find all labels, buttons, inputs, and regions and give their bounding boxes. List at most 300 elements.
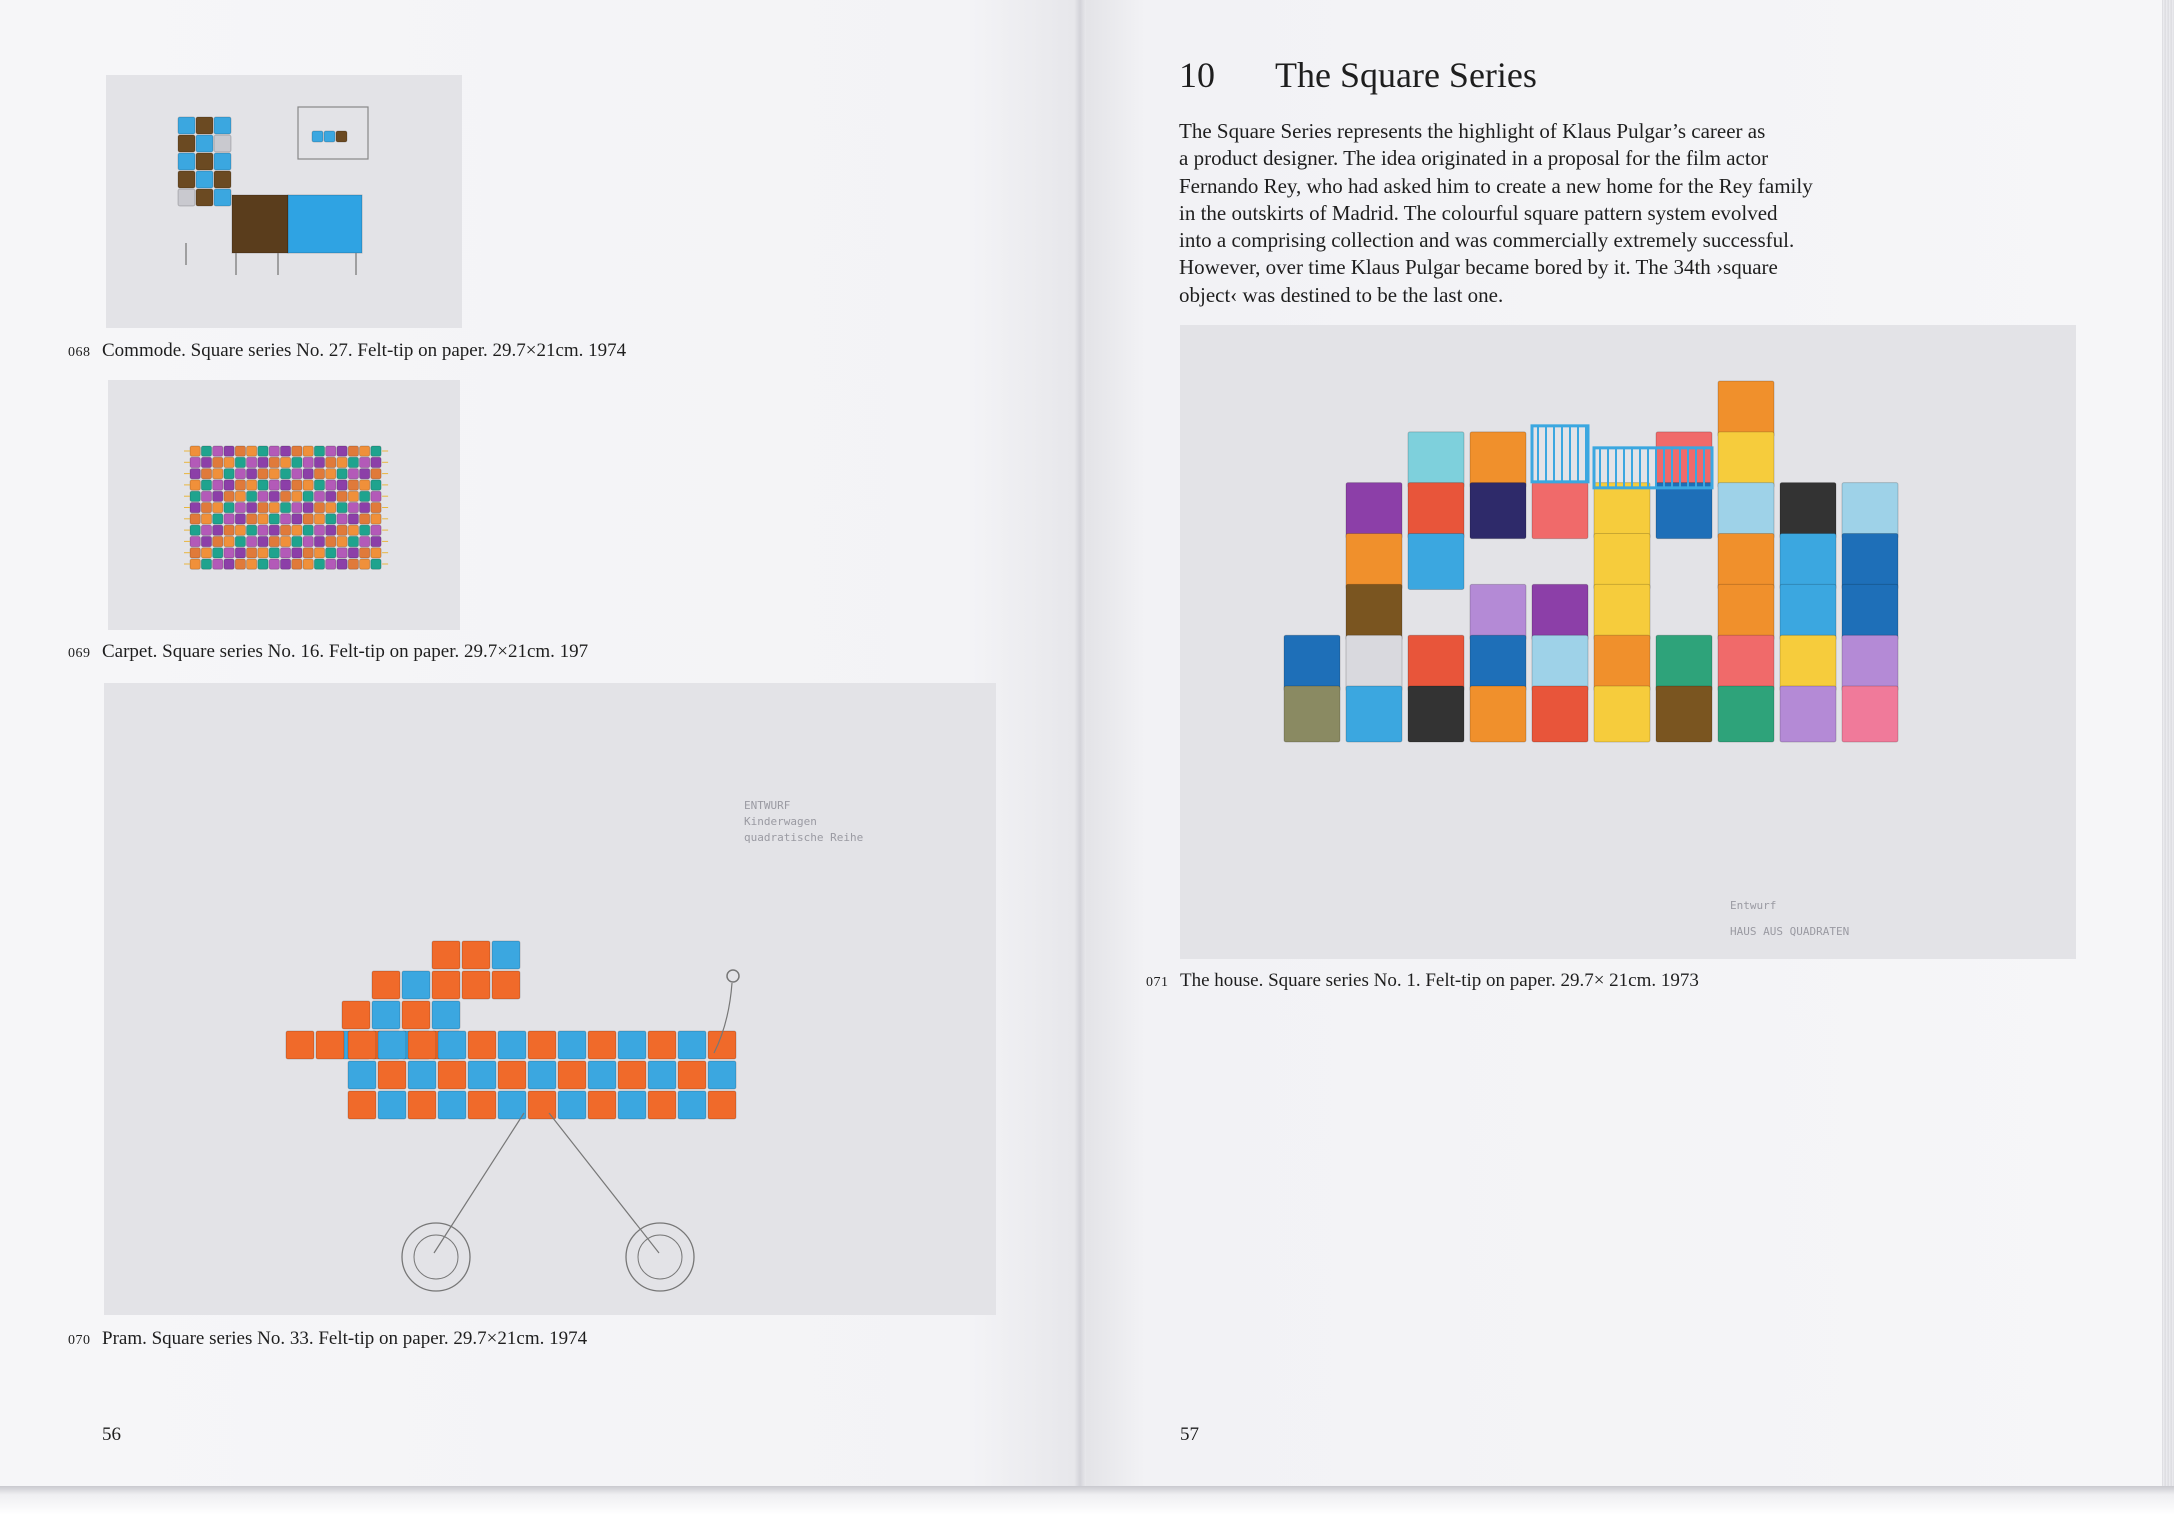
drawn-square: [1842, 584, 1898, 640]
figure-caption-068: [68, 340, 626, 362]
drawn-square: [371, 469, 381, 479]
drawn-square: [498, 1031, 526, 1059]
drawn-square: [280, 525, 290, 535]
drawn-square: [588, 1091, 616, 1119]
drawn-square: [213, 469, 223, 479]
drawn-square: [213, 503, 223, 513]
drawn-square: [348, 548, 358, 558]
drawn-square: [1346, 686, 1402, 742]
drawn-square: [214, 153, 231, 170]
drawn-square: [1842, 635, 1898, 691]
drawn-square: [269, 548, 279, 558]
drawn-square: [1656, 635, 1712, 691]
drawn-square: [432, 941, 460, 969]
drawn-square: [235, 536, 245, 546]
drawn-square: [190, 525, 200, 535]
pram-frame: [549, 1113, 659, 1253]
figure-number: 069: [68, 646, 91, 661]
drawn-square: [190, 503, 200, 513]
drawn-square: [1594, 534, 1650, 590]
drawn-square: [247, 548, 257, 558]
drawn-square: [178, 153, 195, 170]
drawn-square: [378, 1061, 406, 1089]
drawn-square: [178, 171, 195, 188]
drawn-square: [1470, 584, 1526, 640]
chapter-number: 10: [1179, 55, 1215, 95]
drawn-square: [247, 514, 257, 524]
drawn-square: [224, 469, 234, 479]
drawn-square: [258, 480, 268, 490]
house-drawing: [1180, 325, 2076, 959]
drawn-square: [247, 457, 257, 467]
drawn-square: [1656, 483, 1712, 539]
figure-caption-069: [68, 641, 588, 663]
drawn-square: [286, 1031, 314, 1059]
page-number-right: 57: [1180, 1424, 1199, 1445]
drawn-square: [1842, 686, 1898, 742]
drawn-square: [1470, 635, 1526, 691]
drawn-square: [348, 469, 358, 479]
drawn-square: [224, 525, 234, 535]
drawn-square: [269, 480, 279, 490]
drawn-square: [360, 469, 370, 479]
drawn-square: [1346, 483, 1402, 539]
drawn-square: [292, 514, 302, 524]
drawn-square: [213, 491, 223, 501]
drawn-square: [1532, 483, 1588, 539]
drawn-square: [326, 446, 336, 456]
drawn-square: [326, 514, 336, 524]
figure-caption-070: [68, 1328, 587, 1350]
drawn-square: [337, 514, 347, 524]
drawn-square: [1718, 432, 1774, 488]
drawn-square: [1780, 483, 1836, 539]
drawn-square: [201, 469, 211, 479]
drawn-square: [196, 117, 213, 134]
drawn-square: [196, 171, 213, 188]
drawn-square: [280, 514, 290, 524]
drawn-square: [360, 446, 370, 456]
drawn-square: [558, 1061, 586, 1089]
drawn-square: [280, 559, 290, 569]
drawn-square: [213, 457, 223, 467]
drawn-square: [360, 536, 370, 546]
drawn-square: [1346, 584, 1402, 640]
drawn-square: [337, 480, 347, 490]
drawn-square: [303, 491, 313, 501]
drawn-square: [292, 469, 302, 479]
pram-handle-knob: [727, 970, 739, 982]
drawn-square: [303, 548, 313, 558]
drawn-square: [326, 536, 336, 546]
drawn-square: [1594, 584, 1650, 640]
drawn-square: [1842, 534, 1898, 590]
drawn-square: [224, 480, 234, 490]
drawn-square: [303, 469, 313, 479]
drawn-square: [492, 941, 520, 969]
drawn-square: [201, 548, 211, 558]
drawn-square: [408, 1091, 436, 1119]
page-edges: [2162, 0, 2174, 1490]
drawn-square: [1346, 635, 1402, 691]
book-gutter: [1074, 0, 1086, 1490]
drawn-square: [235, 548, 245, 558]
drawn-square: [280, 491, 290, 501]
drawn-square: [348, 1091, 376, 1119]
drawn-square: [303, 446, 313, 456]
drawn-square: [337, 469, 347, 479]
drawn-square: [371, 503, 381, 513]
book-shadow: [0, 1486, 2174, 1515]
drawn-square: [314, 559, 324, 569]
drawn-square: [360, 548, 370, 558]
drawn-square: [247, 503, 257, 513]
drawn-square: [337, 503, 347, 513]
drawn-square: [360, 559, 370, 569]
drawn-square: [190, 446, 200, 456]
drawn-square: [292, 446, 302, 456]
drawn-square: [588, 1031, 616, 1059]
drawn-square: [258, 457, 268, 467]
commode-drawer: [232, 195, 288, 253]
drawn-square: [1532, 584, 1588, 640]
drawn-square: [247, 446, 257, 456]
drawn-square: [269, 559, 279, 569]
drawn-square: [1408, 686, 1464, 742]
drawn-square: [371, 457, 381, 467]
drawn-square: [213, 536, 223, 546]
drawn-square: [258, 503, 268, 513]
drawn-square: [337, 525, 347, 535]
drawn-square: [408, 1031, 436, 1059]
drawn-square: [648, 1031, 676, 1059]
drawn-square: [438, 1031, 466, 1059]
drawn-square: [235, 559, 245, 569]
commode-drawing: [106, 75, 462, 328]
drawn-square: [348, 480, 358, 490]
drawn-square: [348, 1031, 376, 1059]
drawn-square: [292, 559, 302, 569]
drawn-square: [618, 1031, 646, 1059]
drawn-square: [269, 536, 279, 546]
drawn-square: [303, 480, 313, 490]
drawn-square: [224, 446, 234, 456]
drawn-square: [269, 525, 279, 535]
drawn-square: [235, 480, 245, 490]
drawn-square: [408, 1061, 436, 1089]
drawn-square: [1408, 432, 1464, 488]
drawn-square: [247, 536, 257, 546]
drawn-square: [468, 1061, 496, 1089]
drawn-square: [342, 1001, 370, 1029]
drawn-square: [678, 1091, 706, 1119]
drawn-square: [462, 941, 490, 969]
drawn-square: [269, 491, 279, 501]
drawn-square: [348, 491, 358, 501]
drawn-square: [258, 491, 268, 501]
drawn-square: [498, 1091, 526, 1119]
drawn-square: [348, 525, 358, 535]
figure-number: 070: [68, 1333, 91, 1348]
drawn-square: [258, 559, 268, 569]
drawn-square: [348, 457, 358, 467]
drawn-square: [258, 536, 268, 546]
drawn-square: [1532, 686, 1588, 742]
drawn-square: [337, 559, 347, 569]
drawn-square: [468, 1031, 496, 1059]
drawn-square: [326, 469, 336, 479]
drawn-square: [336, 131, 347, 142]
pram-frame: [434, 1113, 524, 1253]
drawn-square: [213, 446, 223, 456]
drawn-square: [337, 491, 347, 501]
drawn-square: [337, 536, 347, 546]
drawn-square: [1470, 686, 1526, 742]
drawn-square: [371, 446, 381, 456]
drawn-square: [213, 525, 223, 535]
drawn-square: [360, 457, 370, 467]
drawn-square: [190, 559, 200, 569]
drawn-square: [1594, 483, 1650, 539]
figure-caption-text: The house. Square series No. 1. Felt-tip on paper. 29.7× 21cm. 1973: [1180, 970, 1699, 991]
drawn-square: [247, 480, 257, 490]
drawn-square: [1470, 432, 1526, 488]
drawn-square: [235, 503, 245, 513]
drawn-square: [708, 1091, 736, 1119]
drawn-square: [1718, 534, 1774, 590]
drawn-square: [312, 131, 323, 142]
drawn-square: [196, 135, 213, 152]
drawn-square: [326, 548, 336, 558]
drawn-square: [432, 971, 460, 999]
drawn-square: [214, 117, 231, 134]
drawn-square: [235, 514, 245, 524]
drawn-square: [1532, 635, 1588, 691]
drawn-square: [371, 548, 381, 558]
drawn-square: [213, 480, 223, 490]
drawn-square: [528, 1031, 556, 1059]
drawn-square: [1594, 635, 1650, 691]
figure-caption-text: Pram. Square series No. 33. Felt-tip on paper. 29.7×21cm. 1974: [102, 1328, 588, 1349]
drawn-square: [348, 1061, 376, 1089]
drawn-square: [558, 1031, 586, 1059]
drawn-square: [360, 491, 370, 501]
drawn-square: [1718, 635, 1774, 691]
drawn-square: [348, 514, 358, 524]
drawn-square: [1718, 584, 1774, 640]
commode-drawer: [288, 195, 362, 253]
drawn-square: [678, 1031, 706, 1059]
drawn-square: [213, 559, 223, 569]
drawn-square: [618, 1061, 646, 1089]
drawn-square: [247, 525, 257, 535]
drawn-square: [224, 457, 234, 467]
drawn-square: [1718, 381, 1774, 437]
figure-caption-071: [1146, 970, 1699, 992]
drawn-square: [1594, 686, 1650, 742]
drawn-square: [326, 525, 336, 535]
drawn-square: [1780, 584, 1836, 640]
drawn-square: [269, 446, 279, 456]
drawn-square: [213, 548, 223, 558]
drawn-square: [269, 457, 279, 467]
figure-number: 071: [1146, 975, 1169, 990]
body-line: The Square Series represents the highlight of Klaus Pulgar’s career as: [1179, 119, 1766, 143]
drawn-square: [303, 525, 313, 535]
typed-label-line: HAUS AUS QUADRATEN: [1730, 925, 1850, 938]
drawn-square: [438, 1061, 466, 1089]
body-line: However, over time Klaus Pulgar became bored by it. The 34th ›square: [1179, 255, 1778, 280]
drawn-square: [378, 1031, 406, 1059]
drawn-square: [258, 446, 268, 456]
drawn-square: [224, 548, 234, 558]
drawn-square: [201, 446, 211, 456]
body-line: a product designer. The idea originated in a proposal for the film actor: [1179, 146, 1769, 171]
drawn-square: [371, 536, 381, 546]
drawn-square: [190, 548, 200, 558]
drawn-square: [258, 525, 268, 535]
drawn-square: [258, 514, 268, 524]
drawn-square: [1780, 534, 1836, 590]
drawn-square: [201, 536, 211, 546]
carpet-drawing: [108, 380, 460, 630]
drawn-square: [247, 559, 257, 569]
drawn-square: [303, 514, 313, 524]
body-line: into a comprising collection and was commercially extremely successful.: [1179, 228, 1795, 253]
drawn-square: [1780, 686, 1836, 742]
drawn-square: [247, 491, 257, 501]
drawn-square: [360, 503, 370, 513]
drawn-square: [292, 503, 302, 513]
drawn-square: [201, 559, 211, 569]
drawn-square: [498, 1061, 526, 1089]
drawn-square: [201, 491, 211, 501]
drawn-square: [303, 503, 313, 513]
drawn-square: [190, 457, 200, 467]
drawn-square: [372, 1001, 400, 1029]
drawn-square: [678, 1061, 706, 1089]
drawn-square: [1718, 686, 1774, 742]
chapter-heading: [1179, 54, 1537, 96]
drawn-square: [378, 1091, 406, 1119]
drawn-square: [314, 469, 324, 479]
drawn-square: [201, 514, 211, 524]
pram-wheel: [402, 1223, 470, 1291]
drawn-square: [1284, 635, 1340, 691]
pram-wheel-hub: [638, 1235, 682, 1279]
drawn-square: [314, 536, 324, 546]
drawn-square: [190, 514, 200, 524]
drawn-square: [303, 457, 313, 467]
drawn-square: [1842, 483, 1898, 539]
drawn-square: [528, 1061, 556, 1089]
drawn-square: [1408, 635, 1464, 691]
drawn-square: [280, 446, 290, 456]
drawn-square: [371, 559, 381, 569]
body-line: in the outskirts of Madrid. The colourful square pattern system evolved: [1179, 200, 1778, 225]
drawn-square: [348, 446, 358, 456]
drawn-square: [280, 480, 290, 490]
drawn-square: [214, 171, 231, 188]
drawn-square: [618, 1091, 646, 1119]
drawn-square: [462, 971, 490, 999]
drawn-square: [314, 525, 324, 535]
drawn-square: [314, 514, 324, 524]
drawn-square: [348, 559, 358, 569]
typed-label-line: Entwurf: [1730, 899, 1777, 912]
drawn-square: [292, 536, 302, 546]
drawn-square: [292, 491, 302, 501]
drawn-square: [371, 525, 381, 535]
drawn-square: [235, 446, 245, 456]
drawn-square: [292, 457, 302, 467]
drawn-square: [214, 135, 231, 152]
drawn-square: [258, 548, 268, 558]
drawn-square: [326, 503, 336, 513]
drawn-square: [258, 469, 268, 479]
drawn-square: [1284, 686, 1340, 742]
drawn-square: [326, 457, 336, 467]
drawn-square: [314, 446, 324, 456]
drawn-square: [247, 469, 257, 479]
drawn-square: [402, 1001, 430, 1029]
drawn-square: [280, 503, 290, 513]
drawn-square: [190, 491, 200, 501]
drawn-square: [201, 503, 211, 513]
drawn-square: [1780, 635, 1836, 691]
drawn-square: [280, 548, 290, 558]
drawn-square: [190, 480, 200, 490]
drawn-square: [303, 559, 313, 569]
typed-label-line: ENTWURF: [744, 799, 791, 812]
drawn-square: [316, 1031, 344, 1059]
drawn-square: [324, 131, 335, 142]
drawn-square: [303, 536, 313, 546]
drawn-square: [235, 469, 245, 479]
drawn-square: [326, 559, 336, 569]
pram-drawing: [104, 683, 996, 1315]
figure-caption-text: Commode. Square series No. 27. Felt-tip on paper. 29.7×21cm. 1974: [102, 340, 627, 361]
striped-block: [1532, 426, 1588, 482]
drawn-square: [178, 135, 195, 152]
drawn-square: [337, 457, 347, 467]
drawn-square: [190, 536, 200, 546]
drawn-square: [224, 559, 234, 569]
drawn-square: [196, 153, 213, 170]
drawn-square: [1470, 483, 1526, 539]
figure-caption-text: Carpet. Square series No. 16. Felt-tip on paper. 29.7×21cm. 197: [102, 641, 589, 662]
drawn-square: [213, 514, 223, 524]
chapter-title: The Square Series: [1275, 55, 1537, 95]
drawn-square: [178, 117, 195, 134]
drawn-square: [360, 514, 370, 524]
drawn-square: [292, 548, 302, 558]
drawn-square: [178, 189, 195, 206]
drawn-square: [292, 525, 302, 535]
drawn-square: [1408, 534, 1464, 590]
drawn-square: [280, 536, 290, 546]
typed-label-line: Kinderwagen: [744, 815, 817, 828]
drawn-square: [1656, 686, 1712, 742]
page-number-left: 56: [102, 1424, 121, 1445]
drawn-square: [196, 189, 213, 206]
drawn-square: [371, 480, 381, 490]
drawn-square: [235, 525, 245, 535]
drawn-square: [292, 480, 302, 490]
drawn-square: [224, 503, 234, 513]
drawn-square: [402, 971, 430, 999]
drawn-square: [314, 480, 324, 490]
